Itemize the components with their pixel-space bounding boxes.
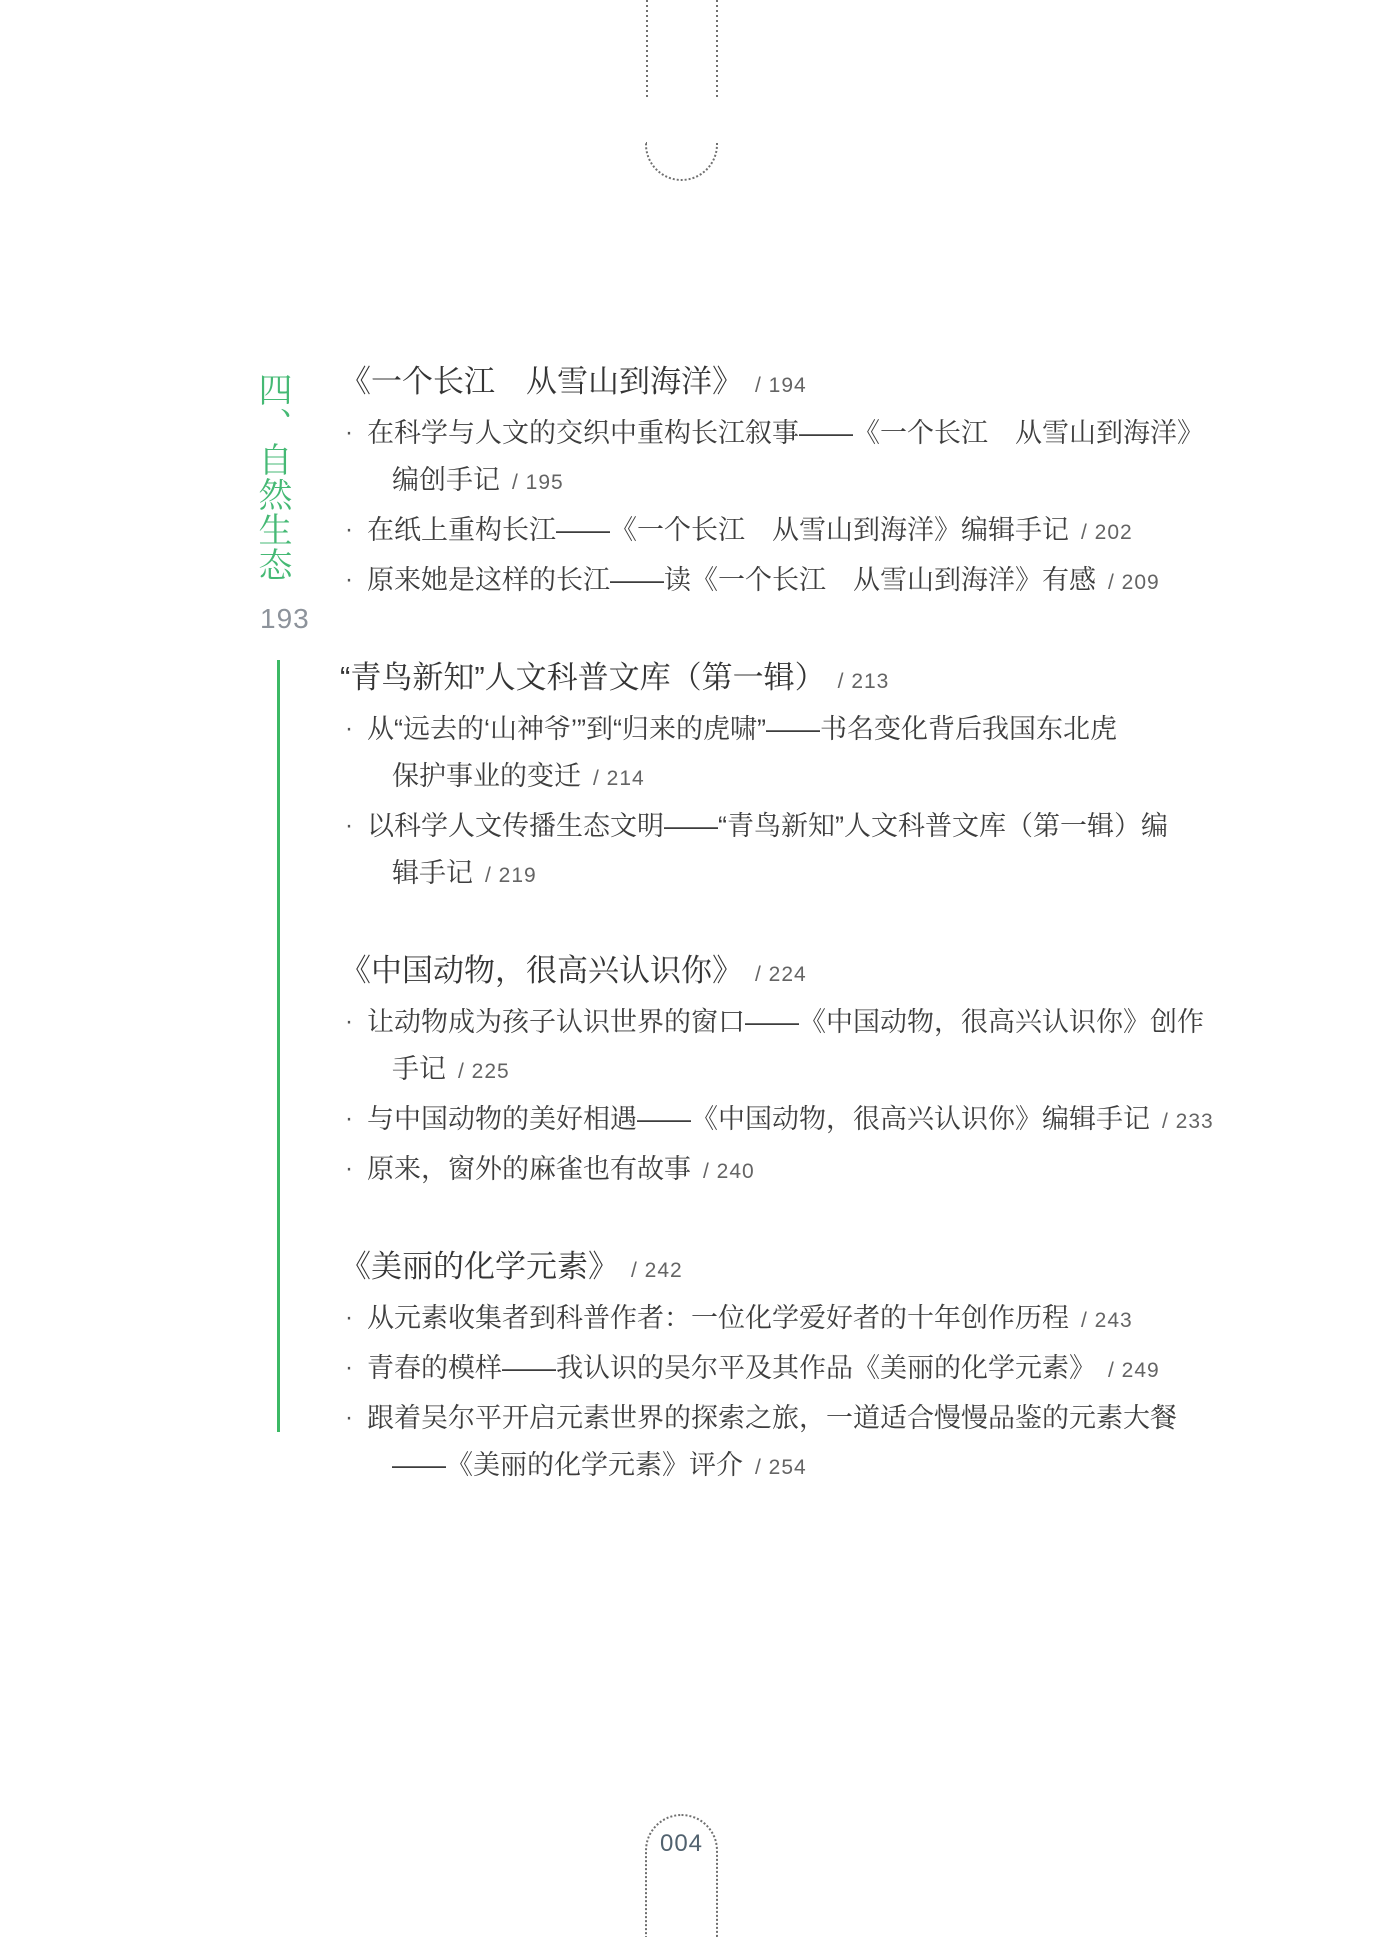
toc-entry-page: / 225 xyxy=(458,1060,510,1083)
toc-entry-page: / 233 xyxy=(1162,1110,1214,1133)
bullet-dot: · xyxy=(345,715,353,742)
bullet-dot: · xyxy=(345,1155,353,1182)
toc-section-title xyxy=(340,358,1080,409)
footer-dotted-arch xyxy=(645,1814,718,1937)
toc-list xyxy=(340,358,1214,1491)
toc-section xyxy=(340,654,1168,899)
toc-entry-text: 在科学与人文的交织中重构长江叙事——《一个长江 从雪山到海洋》 xyxy=(367,418,1204,448)
toc-entry-line xyxy=(340,1394,1177,1442)
toc-entry-line xyxy=(340,556,1160,606)
toc-entry-page: / 195 xyxy=(512,471,564,494)
bullet-dot: · xyxy=(345,419,353,446)
toc-entry-line xyxy=(340,1145,1080,1195)
toc-entry-page: / 243 xyxy=(1081,1309,1133,1332)
toc-section-title xyxy=(340,654,1080,705)
chapter-divider-rule xyxy=(277,660,280,1432)
toc-entry-page: / 240 xyxy=(703,1160,755,1183)
toc-entry-line xyxy=(340,850,1080,899)
toc-entry-line xyxy=(340,705,1117,753)
toc-entry-line xyxy=(340,802,1168,850)
toc-section xyxy=(340,1243,1177,1491)
bullet-dot: · xyxy=(345,516,353,543)
toc-section-page: / 213 xyxy=(837,670,890,693)
toc-entry-page: / 249 xyxy=(1108,1359,1160,1382)
toc-entry-line xyxy=(340,1344,1160,1394)
toc-entry-line xyxy=(340,1442,1080,1491)
toc-entry-page: / 254 xyxy=(755,1456,807,1479)
toc-entry-line xyxy=(340,457,1080,506)
top-dotted-line-left xyxy=(646,0,648,97)
toc-entry-page: / 214 xyxy=(593,767,645,790)
toc-entry-text: 从元素收集者到科普作者：一位化学爱好者的十年创作历程 xyxy=(367,1303,1069,1333)
bullet-dot: · xyxy=(345,812,353,839)
toc-entry-text: 编创手记 xyxy=(392,465,500,495)
toc-entry-page: / 202 xyxy=(1081,521,1133,544)
top-dotted-arc xyxy=(645,142,718,181)
toc-entry-page: / 209 xyxy=(1108,571,1160,594)
toc-section xyxy=(340,947,1214,1195)
bullet-dot: · xyxy=(345,1354,353,1381)
footer-page-number: 004 xyxy=(659,1830,704,1857)
toc-section-page: / 224 xyxy=(755,963,807,986)
toc-entry-text: 辑手记 xyxy=(392,858,473,888)
chapter-start-page: 193 xyxy=(260,603,310,634)
toc-entry-text: 跟着吴尔平开启元素世界的探索之旅，一道适合慢慢品鉴的元素大餐 xyxy=(367,1403,1177,1433)
toc-section-title xyxy=(340,1243,1080,1294)
toc-entry-text: 从“远去的‘山神爷’”到“归来的虎啸”——书名变化背后我国东北虎 xyxy=(367,714,1117,744)
top-dotted-line-right xyxy=(716,0,718,97)
toc-section-page: / 242 xyxy=(631,1259,683,1282)
toc-section xyxy=(340,358,1204,606)
toc-section-title-text: 《美丽的化学元素》 xyxy=(340,1249,619,1284)
toc-entry-line xyxy=(340,409,1204,457)
toc-entry-text: 以科学人文传播生态文明——“青鸟新知”人文科普文库（第一辑）编 xyxy=(367,811,1168,841)
chapter-vertical-title: 四、自然生态 xyxy=(252,372,292,582)
toc-entry-text: 手记 xyxy=(392,1054,446,1084)
toc-entry-line xyxy=(340,1294,1133,1344)
toc-entry-page: / 219 xyxy=(485,864,537,887)
toc-entry-line xyxy=(340,1095,1214,1145)
toc-entry-text: 青春的模样——我认识的吴尔平及其作品《美丽的化学元素》 xyxy=(367,1353,1096,1383)
toc-entry-text: 在纸上重构长江——《一个长江 从雪山到海洋》编辑手记 xyxy=(367,515,1069,545)
toc-section-title-text: 《中国动物，很高兴认识你》 xyxy=(340,953,743,988)
toc-section-title xyxy=(340,947,1080,998)
bullet-dot: · xyxy=(345,1304,353,1331)
toc-section-title-text: 《一个长江 从雪山到海洋》 xyxy=(340,364,743,399)
toc-entry-line xyxy=(340,998,1204,1046)
bullet-dot: · xyxy=(345,1008,353,1035)
toc-section-title-text: “青鸟新知”人文科普文库（第一辑） xyxy=(340,660,826,695)
toc-entry-text: 原来她是这样的长江——读《一个长江 从雪山到海洋》有感 xyxy=(367,565,1096,595)
toc-entry-text: ——《美丽的化学元素》评介 xyxy=(392,1450,743,1480)
toc-entry-text: 原来，窗外的麻雀也有故事 xyxy=(367,1154,691,1184)
bullet-dot: · xyxy=(345,1105,353,1132)
toc-section-page: / 194 xyxy=(755,374,807,397)
toc-entry-line xyxy=(340,753,1080,802)
toc-entry-text: 让动物成为孩子认识世界的窗口——《中国动物，很高兴认识你》创作 xyxy=(367,1007,1204,1037)
toc-entry-line xyxy=(340,506,1133,556)
toc-entry-text: 与中国动物的美好相遇——《中国动物，很高兴认识你》编辑手记 xyxy=(367,1104,1150,1134)
toc-entry-line xyxy=(340,1046,1080,1095)
bullet-dot: · xyxy=(345,566,353,593)
bullet-dot: · xyxy=(345,1404,353,1431)
toc-entry-text: 保护事业的变迁 xyxy=(392,761,581,791)
